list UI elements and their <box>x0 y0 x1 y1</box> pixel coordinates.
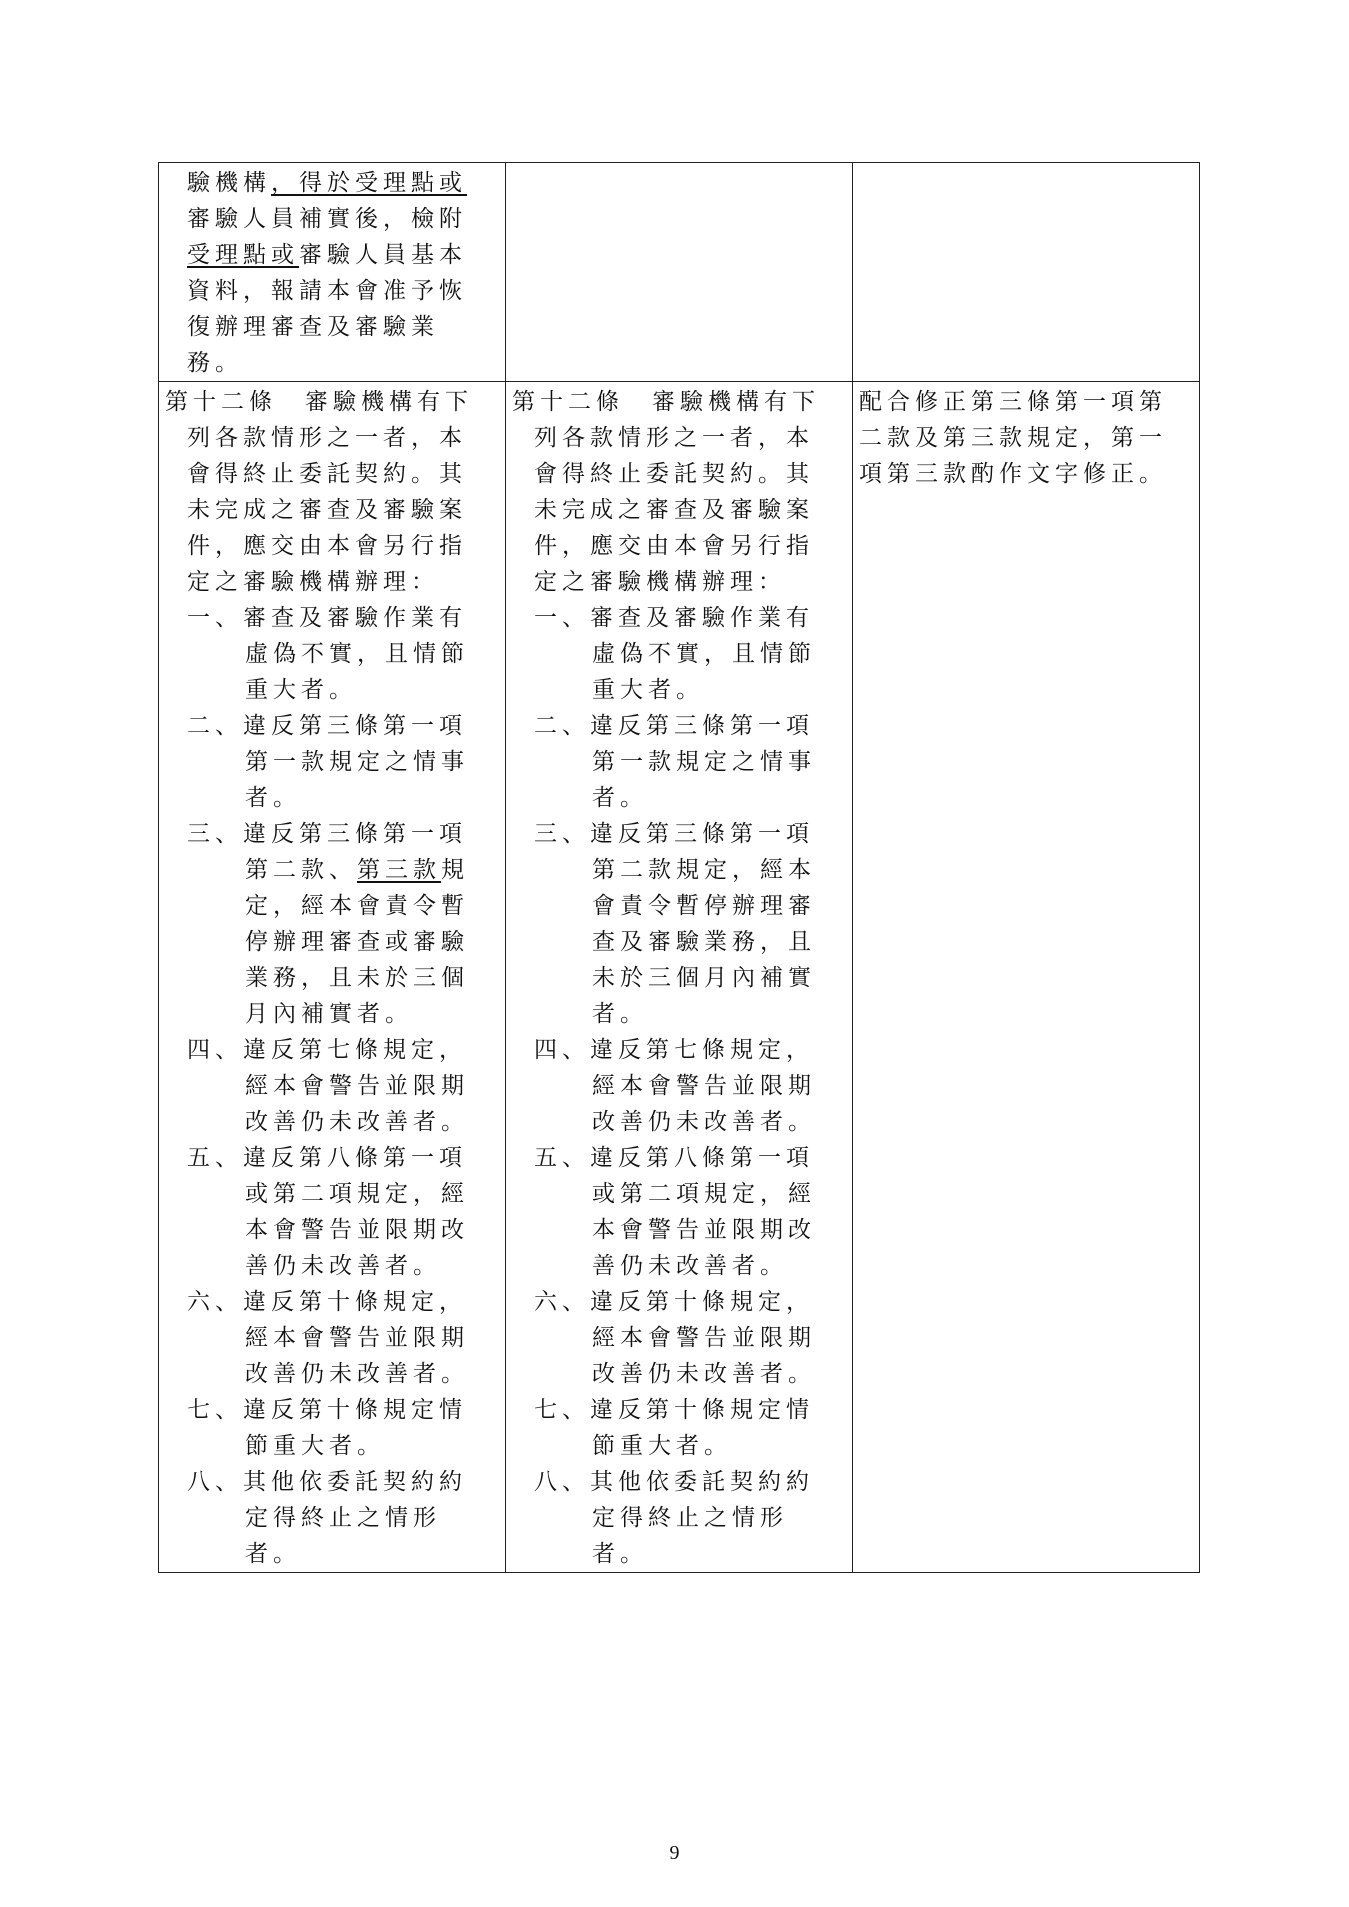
text-segment: 定之審驗機構辦理： <box>187 569 439 595</box>
text-segment: 資料，報請本會准予恢 <box>187 278 467 304</box>
text-segment: 六、違反第十條規定， <box>534 1289 814 1315</box>
text-line <box>165 1068 497 1104</box>
text-segment: 虛偽不實，且情節 <box>592 641 816 667</box>
text-line <box>165 345 497 381</box>
text-segment: 者。 <box>592 1001 648 1027</box>
text-segment: 善仍未改善者。 <box>592 1253 788 1279</box>
text-line <box>512 960 844 996</box>
text-line <box>165 672 497 708</box>
amended-text-cell <box>159 382 506 1573</box>
text-line <box>165 273 497 309</box>
text-segment: 四、違反第七條規定， <box>187 1037 467 1063</box>
text-segment: 五、違反第八條第一項 <box>534 1145 814 1171</box>
text-segment: 者。 <box>245 785 301 811</box>
text-line <box>512 1392 844 1428</box>
text-segment: 經本會警告並限期 <box>245 1325 469 1351</box>
text-segment: 未完成之審查及審驗案 <box>187 497 467 523</box>
text-line <box>165 1536 497 1572</box>
underlined-text: 受理點或 <box>187 242 299 268</box>
text-segment: 者。 <box>592 785 648 811</box>
text-line <box>165 1320 497 1356</box>
text-line <box>165 816 497 852</box>
text-segment: 六、違反第十條規定， <box>187 1289 467 1315</box>
text-line <box>512 600 844 636</box>
text-line <box>859 456 1191 492</box>
page-number: 9 <box>669 1842 680 1864</box>
text-line <box>512 384 844 420</box>
text-line <box>512 996 844 1032</box>
text-segment: 第一款規定之情事 <box>592 749 816 775</box>
text-segment: 列各款情形之一者，本 <box>187 425 467 451</box>
text-segment: 定得終止之情形 <box>592 1505 788 1531</box>
text-segment: 或第二項規定，經 <box>592 1181 816 1207</box>
text-segment: 七、違反第十條規定情 <box>187 1397 467 1423</box>
text-segment: 者。 <box>592 1541 648 1567</box>
text-line <box>165 780 497 816</box>
text-segment: 八、其他依委託契約約 <box>534 1469 814 1495</box>
text-line <box>165 528 497 564</box>
text-line <box>512 1032 844 1068</box>
explanation-cell <box>853 382 1200 1573</box>
text-line <box>512 672 844 708</box>
text-segment: 未完成之審查及審驗案 <box>534 497 814 523</box>
text-line <box>165 852 497 888</box>
text-line <box>165 888 497 924</box>
text-segment: 改善仍未改善者。 <box>592 1361 816 1387</box>
text-line <box>165 924 497 960</box>
text-segment: 三、違反第三條第一項 <box>187 821 467 847</box>
text-line <box>165 600 497 636</box>
text-line <box>165 420 497 456</box>
text-line <box>165 564 497 600</box>
text-segment: 第一款規定之情事 <box>245 749 469 775</box>
text-line <box>165 1356 497 1392</box>
text-line <box>165 1392 497 1428</box>
text-segment: 改善仍未改善者。 <box>245 1109 469 1135</box>
text-segment: 經本會警告並限期 <box>245 1073 469 1099</box>
text-line <box>512 1212 844 1248</box>
text-line <box>165 492 497 528</box>
current-text-cell <box>506 382 853 1573</box>
text-segment: 七、違反第十條規定情 <box>534 1397 814 1423</box>
text-segment: 件，應交由本會另行指 <box>187 533 467 559</box>
text-segment: 停辦理審查或審驗 <box>245 929 469 955</box>
text-segment: 未於三個月內補實 <box>592 965 816 991</box>
text-segment: 二、違反第三條第一項 <box>187 713 467 739</box>
text-segment: 月內補實者。 <box>245 1001 413 1027</box>
text-segment: 四、違反第七條規定， <box>534 1037 814 1063</box>
text-line <box>512 744 844 780</box>
text-line <box>165 237 497 273</box>
text-segment: 重大者。 <box>245 677 357 703</box>
text-line <box>512 924 844 960</box>
text-line <box>512 528 844 564</box>
text-segment: 善仍未改善者。 <box>245 1253 441 1279</box>
text-line <box>512 888 844 924</box>
text-segment: 本會警告並限期改 <box>592 1217 816 1243</box>
text-line <box>512 780 844 816</box>
text-segment: 查及審驗業務，且 <box>592 929 816 955</box>
text-segment: 二、違反第三條第一項 <box>534 713 814 739</box>
text-line <box>165 201 497 237</box>
text-line <box>512 492 844 528</box>
underlined-text: ，得於受理點或 <box>271 170 467 196</box>
text-segment: 本會警告並限期改 <box>245 1217 469 1243</box>
text-segment: 會得終止委託契約。其 <box>534 461 814 487</box>
text-line <box>512 1284 844 1320</box>
text-line <box>512 1140 844 1176</box>
text-line <box>165 1284 497 1320</box>
text-segment: 定得終止之情形 <box>245 1505 441 1531</box>
text-line <box>165 1248 497 1284</box>
text-segment: 者。 <box>245 1541 301 1567</box>
text-segment: 或第二項規定，經 <box>245 1181 469 1207</box>
text-line <box>165 1212 497 1248</box>
text-line <box>165 1500 497 1536</box>
text-line <box>512 1464 844 1500</box>
text-line <box>859 420 1191 456</box>
text-segment: 項第三款酌作文字修正。 <box>859 461 1167 487</box>
text-segment: 節重大者。 <box>245 1433 385 1459</box>
text-line <box>512 708 844 744</box>
text-line <box>512 420 844 456</box>
table-row <box>159 163 1200 382</box>
text-segment: 第十二條 審驗機構有下 <box>512 389 820 415</box>
text-line <box>512 456 844 492</box>
text-line <box>165 165 497 201</box>
text-line <box>512 816 844 852</box>
text-line <box>165 960 497 996</box>
text-line <box>512 1356 844 1392</box>
text-line <box>165 744 497 780</box>
text-segment: 一、審查及審驗作業有 <box>187 605 467 631</box>
text-segment: 重大者。 <box>592 677 704 703</box>
text-line <box>512 1320 844 1356</box>
text-line <box>512 564 844 600</box>
text-segment: 改善仍未改善者。 <box>245 1361 469 1387</box>
text-line <box>512 636 844 672</box>
text-segment: 定之審驗機構辦理： <box>534 569 786 595</box>
text-segment: 審驗人員補實後，檢附 <box>187 206 467 232</box>
text-line <box>165 636 497 672</box>
text-line <box>165 309 497 345</box>
text-segment: 三、違反第三條第一項 <box>534 821 814 847</box>
text-segment: 會責令暫停辦理審 <box>592 893 816 919</box>
text-line <box>512 1536 844 1572</box>
text-segment: 節重大者。 <box>592 1433 732 1459</box>
text-line <box>512 1428 844 1464</box>
text-segment: 務。 <box>187 350 243 376</box>
text-segment: 第十二條 審驗機構有下 <box>165 389 473 415</box>
text-segment: 虛偽不實，且情節 <box>245 641 469 667</box>
text-segment: 一、審查及審驗作業有 <box>534 605 814 631</box>
text-line <box>165 1176 497 1212</box>
text-line <box>512 1104 844 1140</box>
text-line <box>165 384 497 420</box>
text-line <box>512 1248 844 1284</box>
text-line <box>859 384 1191 420</box>
explanation-cell <box>853 163 1200 382</box>
text-line <box>165 996 497 1032</box>
text-segment: 第二款、 <box>245 857 357 883</box>
text-segment: 業務，且未於三個 <box>245 965 469 991</box>
text-line <box>165 1104 497 1140</box>
text-segment: 規 <box>441 857 469 883</box>
text-segment: 五、違反第八條第一項 <box>187 1145 467 1171</box>
text-segment: 復辦理審查及審驗業 <box>187 314 439 340</box>
underlined-text: 第三款 <box>357 857 441 883</box>
text-segment: 定，經本會責令暫 <box>245 893 469 919</box>
text-line <box>512 1500 844 1536</box>
text-segment: 第二款規定，經本 <box>592 857 816 883</box>
amended-text-cell <box>159 163 506 382</box>
text-segment: 審驗人員基本 <box>299 242 467 268</box>
current-text-cell <box>506 163 853 382</box>
text-line <box>165 1428 497 1464</box>
text-segment: 經本會警告並限期 <box>592 1073 816 1099</box>
text-line <box>165 708 497 744</box>
text-line <box>512 1068 844 1104</box>
text-segment: 列各款情形之一者，本 <box>534 425 814 451</box>
text-segment: 件，應交由本會另行指 <box>534 533 814 559</box>
text-segment: 改善仍未改善者。 <box>592 1109 816 1135</box>
table-row <box>159 382 1200 1573</box>
text-segment: 驗機構 <box>187 170 271 196</box>
text-line <box>512 1176 844 1212</box>
text-line <box>165 1464 497 1500</box>
comparison-table <box>158 162 1200 1573</box>
text-segment: 經本會警告並限期 <box>592 1325 816 1351</box>
text-segment: 配合修正第三條第一項第 <box>859 389 1167 415</box>
text-line <box>165 1140 497 1176</box>
text-segment: 二款及第三款規定，第一 <box>859 425 1167 451</box>
text-line <box>165 1032 497 1068</box>
text-segment: 八、其他依委託契約約 <box>187 1469 467 1495</box>
text-line <box>512 852 844 888</box>
text-line <box>165 456 497 492</box>
text-segment: 會得終止委託契約。其 <box>187 461 467 487</box>
